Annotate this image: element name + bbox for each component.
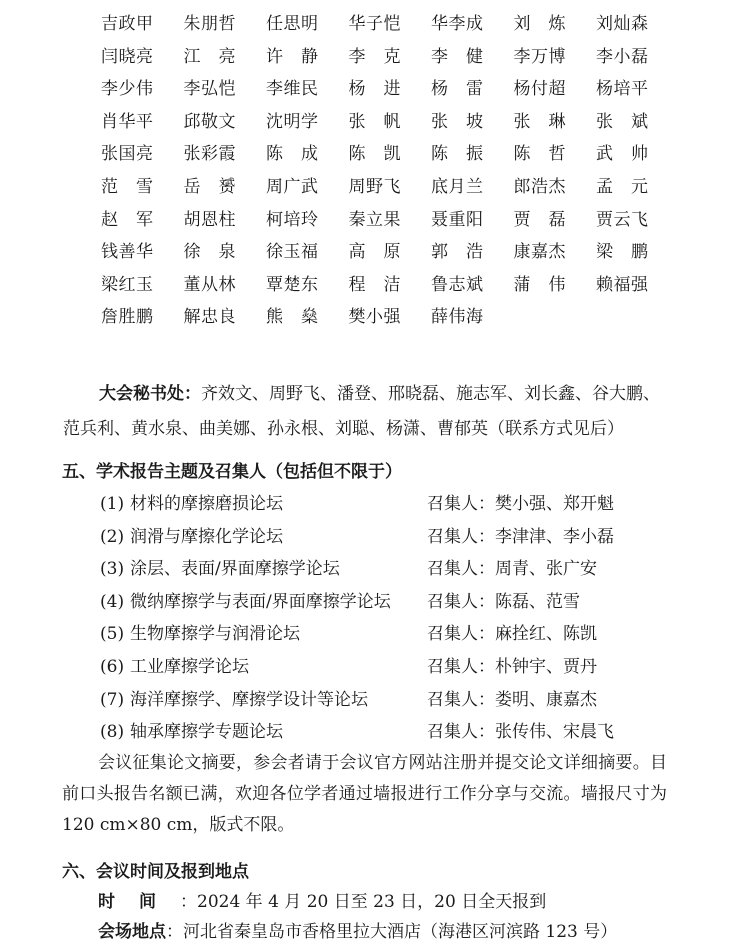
committee-member-name: 梁红玉 [101,274,154,295]
forum-title: 工业摩擦学论坛 [130,656,249,677]
committee-member-name: 李万博 [513,46,566,67]
committee-member-name: 赵 军 [101,209,154,230]
forum-row [100,521,700,554]
committee-member-name: 徐 泉 [183,242,236,263]
meeting-time-row [98,887,546,912]
committee-member-name: 薛伟海 [431,307,484,328]
forum-row [100,651,700,684]
section6-heading: 六、会议时间及报到地点 [62,862,249,882]
forum-number: (7) [100,689,125,710]
committee-member-name: 李维民 [266,79,319,100]
committee-member-name: 华李成 [431,14,484,34]
venue-label: 会场地点 [98,922,166,942]
committee-member-name: 秦立果 [348,209,401,230]
forum-number: (2) [100,526,125,547]
committee-member-name: 鲁志斌 [431,274,484,295]
committee-member-name: 胡恩柱 [183,209,236,230]
secretariat-line2: 范兵利、黄水泉、曲美娜、孙永根、刘聪、杨潇、曹郁英（联系方式见后） [63,419,624,439]
committee-member-name: 孟 元 [596,176,649,197]
committee-member-name: 沈明学 [266,111,319,132]
time-label: 时间 [98,892,180,912]
section5-heading: 五、学术报告主题及召集人（包括但不限于） [62,462,402,482]
committee-member-name: 闫晓亮 [101,46,154,67]
forum-number: (6) [100,656,125,677]
venue-row [98,917,617,942]
committee-member-name: 赖福强 [596,274,649,295]
time-value: ：2024 年 4 月 20 日至 23 日，20 日全天报到 [180,892,547,912]
committee-member-name: 郭 浩 [431,242,484,263]
committee-member-name: 底月兰 [431,176,484,197]
committee-member-name: 陈 哲 [513,144,566,165]
secretariat-block [63,377,699,447]
forum-number: (1) [100,494,125,514]
committee-member-name: 陈 凯 [348,144,401,165]
committee-member-name: 詹胜鹏 [101,307,154,328]
submission-paragraph: 会议征集论文摘要，参会者请于会议官方网站注册并提交论文详细摘要。目前口头报告名额已满，欢迎各位学者通过墙报进行工作分享与交流。墙报尺寸为 120 cm×80 cm，版式不限。 [62,753,667,835]
committee-member-name: 贾 磊 [513,209,566,230]
committee-member-name: 钱善华 [101,242,154,263]
forum-conveners: 召集人：张传伟、宋晨飞 [427,722,614,743]
forum-conveners: 召集人：樊小强、郑开魁 [427,494,614,514]
forum-number: (3) [100,559,125,580]
secretariat-label: 大会秘书处： [99,384,201,404]
forum-conveners: 召集人：麻拴红、陈凯 [427,624,597,645]
forum-title: 涂层、表面/界面摩擦学论坛 [130,559,340,580]
committee-member-name: 张 帆 [348,111,401,132]
forum-number: (8) [100,722,125,743]
forum-title: 海洋摩擦学、摩擦学设计等论坛 [130,689,368,710]
committee-member-name: 杨付超 [513,79,566,100]
forum-number: (5) [100,624,125,645]
committee-member-name: 杨培平 [596,79,649,100]
forum-conveners: 召集人：朴钟宇、贾丹 [427,656,597,677]
committee-member-name: 朱朋哲 [183,14,236,34]
committee-member-name: 周广武 [266,176,319,197]
committee-member-name: 李小磊 [596,46,649,67]
committee-member-name: 张 琳 [513,111,566,132]
committee-member-name: 高 原 [348,242,401,263]
committee-member-name: 杨 雷 [431,79,484,100]
committee-member-name: 徐玉福 [266,242,319,263]
committee-member-name: 任思明 [266,14,319,34]
committee-member-name: 郎浩杰 [513,176,566,197]
committee-member-name: 董从林 [183,274,236,295]
committee-member-name: 李弘恺 [183,79,236,100]
committee-member-name: 蒲 伟 [513,274,566,295]
forum-conveners: 召集人：李津津、李小磊 [427,526,614,547]
committee-name-grid [101,8,679,334]
forum-row [100,618,700,651]
committee-member-name: 熊 燊 [266,307,319,328]
committee-member-name: 张彩霞 [183,144,236,165]
committee-member-name: 杨 进 [348,79,401,100]
committee-member-name: 邱敬文 [183,111,236,132]
committee-member-name: 范 雪 [101,176,154,197]
committee-member-name: 江 亮 [183,46,236,67]
committee-member-name: 李少伟 [101,79,154,100]
committee-member-name: 覃楚东 [266,274,319,295]
committee-member-name: 樊小强 [348,307,401,328]
committee-member-name: 岳 赟 [183,176,236,197]
forum-title: 生物摩擦学与润滑论坛 [130,624,300,645]
forum-title: 轴承摩擦学专题论坛 [130,722,283,743]
venue-value: ：河北省秦皇岛市香格里拉大酒店（海港区河滨路 123 号） [166,922,618,942]
secretariat-line1: 齐效文、周野飞、潘登、邢晓磊、施志军、刘长鑫、谷大鹏、 [201,384,660,404]
committee-member-name: 柯培玲 [266,209,319,230]
forum-title: 材料的摩擦磨损论坛 [130,494,283,514]
forum-row [100,553,700,586]
forum-conveners: 召集人：娄明、康嘉杰 [427,689,597,710]
committee-member-name: 聂重阳 [431,209,484,230]
forum-title: 润滑与摩擦化学论坛 [130,526,283,547]
committee-member-name: 华子恺 [348,14,401,34]
committee-member-name: 刘灿森 [596,14,649,34]
committee-member-name: 吉政甲 [101,14,154,34]
forum-title: 微纳摩擦学与表面/界面摩擦学论坛 [130,591,391,612]
committee-member-name: 贾云飞 [596,209,649,230]
committee-member-name: 周野飞 [348,176,401,197]
committee-member-name: 梁 鹏 [596,242,649,263]
committee-member-name: 肖华平 [101,111,154,132]
committee-member-name: 陈 成 [266,144,319,165]
committee-member-name: 张 斌 [596,111,649,132]
committee-member-name: 刘 炼 [513,14,566,34]
forum-row [100,716,700,749]
committee-member-name: 李 健 [431,46,484,67]
forum-list [100,488,700,749]
forum-row [100,488,700,521]
forum-row [100,684,700,717]
forum-number: (4) [100,591,125,612]
committee-member-name: 程 洁 [348,274,401,295]
committee-member-name: 武 帅 [596,144,649,165]
committee-member-name: 许 静 [266,46,319,67]
committee-member-name: 李 克 [348,46,401,67]
forum-row [100,586,700,619]
committee-member-name: 张 坡 [431,111,484,132]
committee-member-name: 康嘉杰 [513,242,566,263]
forum-conveners: 召集人：周青、张广安 [427,559,597,580]
committee-member-name: 张国亮 [101,144,154,165]
committee-member-name: 解忠良 [183,307,236,328]
committee-member-name: 陈 振 [431,144,484,165]
forum-conveners: 召集人：陈磊、范雪 [427,591,580,612]
